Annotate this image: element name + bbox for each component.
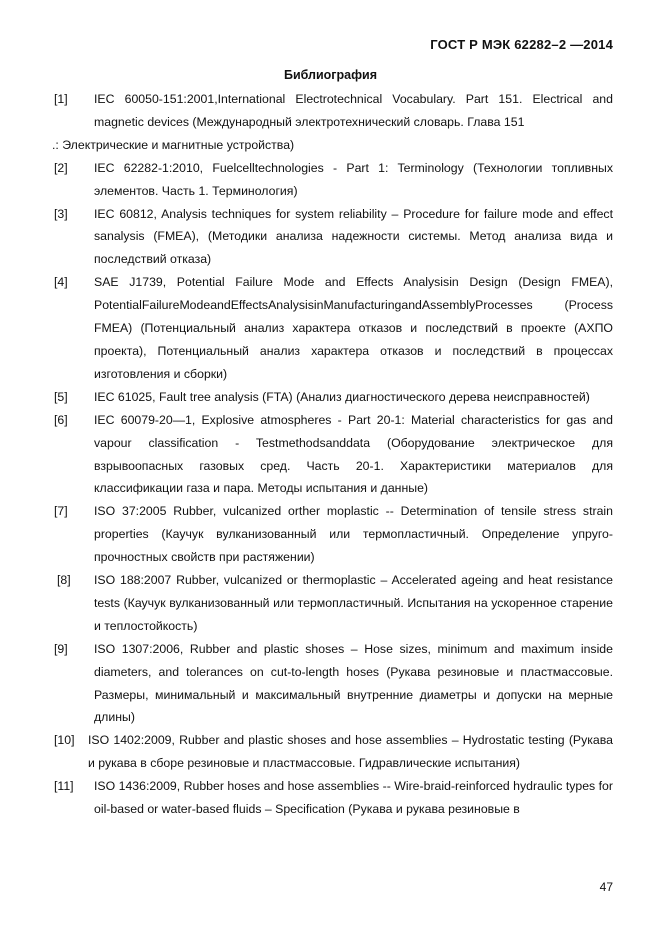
reference-item: [54, 500, 613, 569]
reference-continuation: [52, 134, 613, 157]
reference-text: IEC 61025, Fault tree analysis (FTA) (Анализ диагностического дерева неисправностей): [94, 389, 590, 404]
reference-item: [54, 88, 613, 134]
document-header: ГОСТ Р МЭК 62282–2 —2014: [430, 37, 613, 52]
reference-number: [1]: [54, 92, 68, 106]
reference-text: ISO 1402:2009, Rubber and plastic shoses and hose assemblies – Hydrostatic testing (Рукава и рукава в сборе резиновые и пластмассовые. Гидравлические испытания): [88, 733, 613, 771]
reference-number: [7]: [54, 504, 68, 519]
reference-number: [11]: [54, 779, 74, 794]
reference-item: [54, 569, 613, 638]
reference-number: [2]: [54, 160, 68, 175]
reference-item: [54, 409, 613, 501]
reference-item: [54, 638, 613, 730]
reference-number: [6]: [54, 412, 68, 427]
reference-item: [54, 271, 613, 386]
bibliography-list: [54, 88, 613, 821]
reference-continuation-text: .: Электрические и магнитные устройства): [52, 137, 295, 152]
reference-item: [54, 729, 613, 775]
reference-text: IEC 62282-1:2010, Fuelcelltechnologies - Part 1: Terminology (Технологии топливных элементов. Часть 1. Терминология): [94, 160, 613, 198]
page-title: Библиография: [283, 68, 378, 82]
reference-number: [3]: [54, 206, 68, 221]
reference-item: [54, 157, 613, 203]
reference-number: [5]: [54, 389, 68, 404]
reference-number: [9]: [54, 641, 68, 656]
reference-item: [54, 386, 613, 409]
reference-text: ISO 188:2007 Rubber, vulcanized or thermoplastic – Accelerated ageing and heat resistance tests (Каучук вулканизованный или термопластичный. Испытания на ускоренное старение и теплостойкость): [94, 573, 613, 633]
reference-text: ISO 37:2005 Rubber, vulcanized orther moplastic -- Determination of tensile stress strain properties (Каучук вулканизованный или термопластичный. Определение упруго-прочностных свойств при растяжении): [94, 504, 613, 565]
reference-number: [8]: [57, 573, 71, 588]
reference-text: ISO 1307:2006, Rubber and plastic shoses – Hose sizes, minimum and maximum inside diameters, and tolerances on cut-to-length hoses (Рукава резиновые и пластмассовые. Размеры, минимальный и максимальный внутренние диаметры и допуски на мерные длины): [94, 641, 613, 725]
reference-text: IEC 60079-20—1, Explosive atmospheres - Part 20-1: Material characteristics for gas and vapour classification - Testmethodsanddata (Оборудование электрическое для взрывоопасных газовых сред. Часть 20-1. Характеристики материалов для классификации газа и пара. Методы испытания и данные): [94, 412, 613, 496]
reference-item: [54, 203, 613, 272]
reference-text: ISO 1436:2009, Rubber hoses and hose assemblies -- Wire-braid-reinforced hydraulic types for oil-based or water-based fluids – Specification (Рукава и рукава резиновые в: [94, 779, 613, 817]
reference-text: IEC 60812, Analysis techniques for system reliability – Procedure for failure mode and effect sanalysis (FMEA), (Методики анализа надежности системы. Метод анализа вида и последствий отказа): [94, 206, 613, 267]
page-number: 47: [599, 880, 613, 894]
reference-text: IEC 60050-151:2001,International Electrotechnical Vocabulary. Part 151. Electrical and magnetic devices (Международный электротехнический словарь. Глава 151: [94, 92, 613, 129]
reference-item: [54, 775, 613, 821]
reference-text: SAE J1739, Potential Failure Mode and Effects Analysisin Design (Design FMEA), PotentialFailureModeandEffectsAnalysisinManufacturingandAssemblyProcesses (Process FMEA) (Потенциальный анализ характера отказов и последствий в проекте (АХПО проекта), Потенциальный анализ характера отказов и последствий в процессах изготовления и сборки): [94, 275, 613, 381]
reference-number: [10]: [54, 733, 75, 748]
reference-number: [4]: [54, 275, 68, 290]
